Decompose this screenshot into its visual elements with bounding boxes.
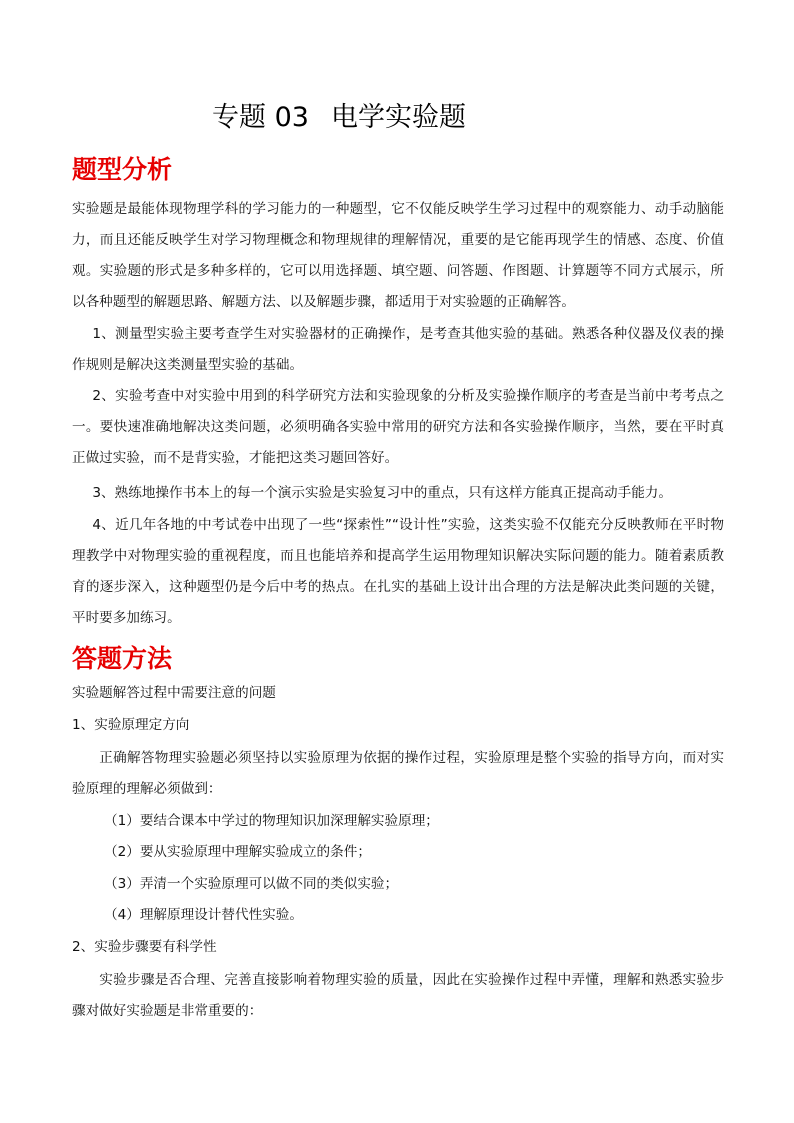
item-2-title: 2、实验步骤要有科学性 [72, 939, 217, 955]
item-1-sub-2: （2）要从实验原理中理解实验成立的条件； [104, 844, 371, 860]
point-1-paragraph: 1、测量型实验主要考查学生对实验器材的正确操作，是考查其他实验的基础。熟悉各种仪器及仪表的操作规则是解决这类测量型实验的基础。 [72, 326, 724, 373]
page-title-number: 专题 03 [212, 102, 309, 133]
item-1-title: 1、实验原理定方向 [72, 717, 190, 733]
section-heading-methods: 答题方法 [72, 644, 173, 673]
item-1-sub-4: （4）理解原理设计替代性实验。 [104, 907, 303, 923]
item-2-body: 实验步骤是否合理、完善直接影响着物理实验的质量，因此在实验操作过程中弄懂，理解和熟悉实验步骤对做好实验题是非常重要的： [72, 972, 724, 1019]
item-1-sub-1: （1）要结合课本中学过的物理知识加深理解实验原理； [104, 813, 439, 829]
item-1-sub-3: （3）弄清一个实验原理可以做不同的类似实验； [104, 876, 399, 892]
section-heading-analysis: 题型分析 [72, 155, 173, 184]
item-1-body: 正确解答物理实验题必须坚持以实验原理为依据的操作过程，实验原理是整个实验的指导方向，而对实验原理的理解必须做到： [72, 750, 724, 797]
point-2-paragraph: 2、实验考查中对实验中用到的科学研究方法和实验现象的分析及实验操作顺序的考查是当前中考考点之一。要快速准确地解决这类问题，必须明确各实验中常用的研究方法和各实验操作顺序，当然，要在平时真正做过实验，而不是背实验，才能把这类习题回答好。 [72, 388, 724, 466]
point-3-paragraph: 3、熟练地操作书本上的每一个演示实验是实验复习中的重点，只有这样方能真正提高动手能力。 [92, 485, 672, 501]
page-title [212, 100, 466, 136]
intro-paragraph: 实验题是最能体现物理学科的学习能力的一种题型，它不仅能反映学生学习过程中的观察能力、动手动脑能力，而且还能反映学生对学习物理概念和物理规律的理解情况，重要的是它能再现学生的情感、态度、价值观。实验题的形式是多种多样的，它可以用选择题、填空题、问答题、作图题、计算题等不同方式展示，所以各种题型的解题思路、解题方法、以及解题步骤，都适用于对实验题的正确解答。 [72, 201, 724, 310]
methods-lead-text: 实验题解答过程中需要注意的问题 [72, 685, 276, 701]
page-title-text: 电学实验题 [330, 102, 466, 133]
point-4-paragraph: 4、近几年各地的中考试卷中出现了一些“探索性”“设计性”实验，这类实验不仅能充分反映教师在平时物理教学中对物理实验的重视程度，而且也能培养和提高学生运用物理知识解决实际问题的能力。随着素质教育的逐步深入，这种题型仍是今后中考的热点。在扎实的基础上设计出合理的方法是解决此类问题的关键，平时要多加练习。 [72, 517, 724, 626]
